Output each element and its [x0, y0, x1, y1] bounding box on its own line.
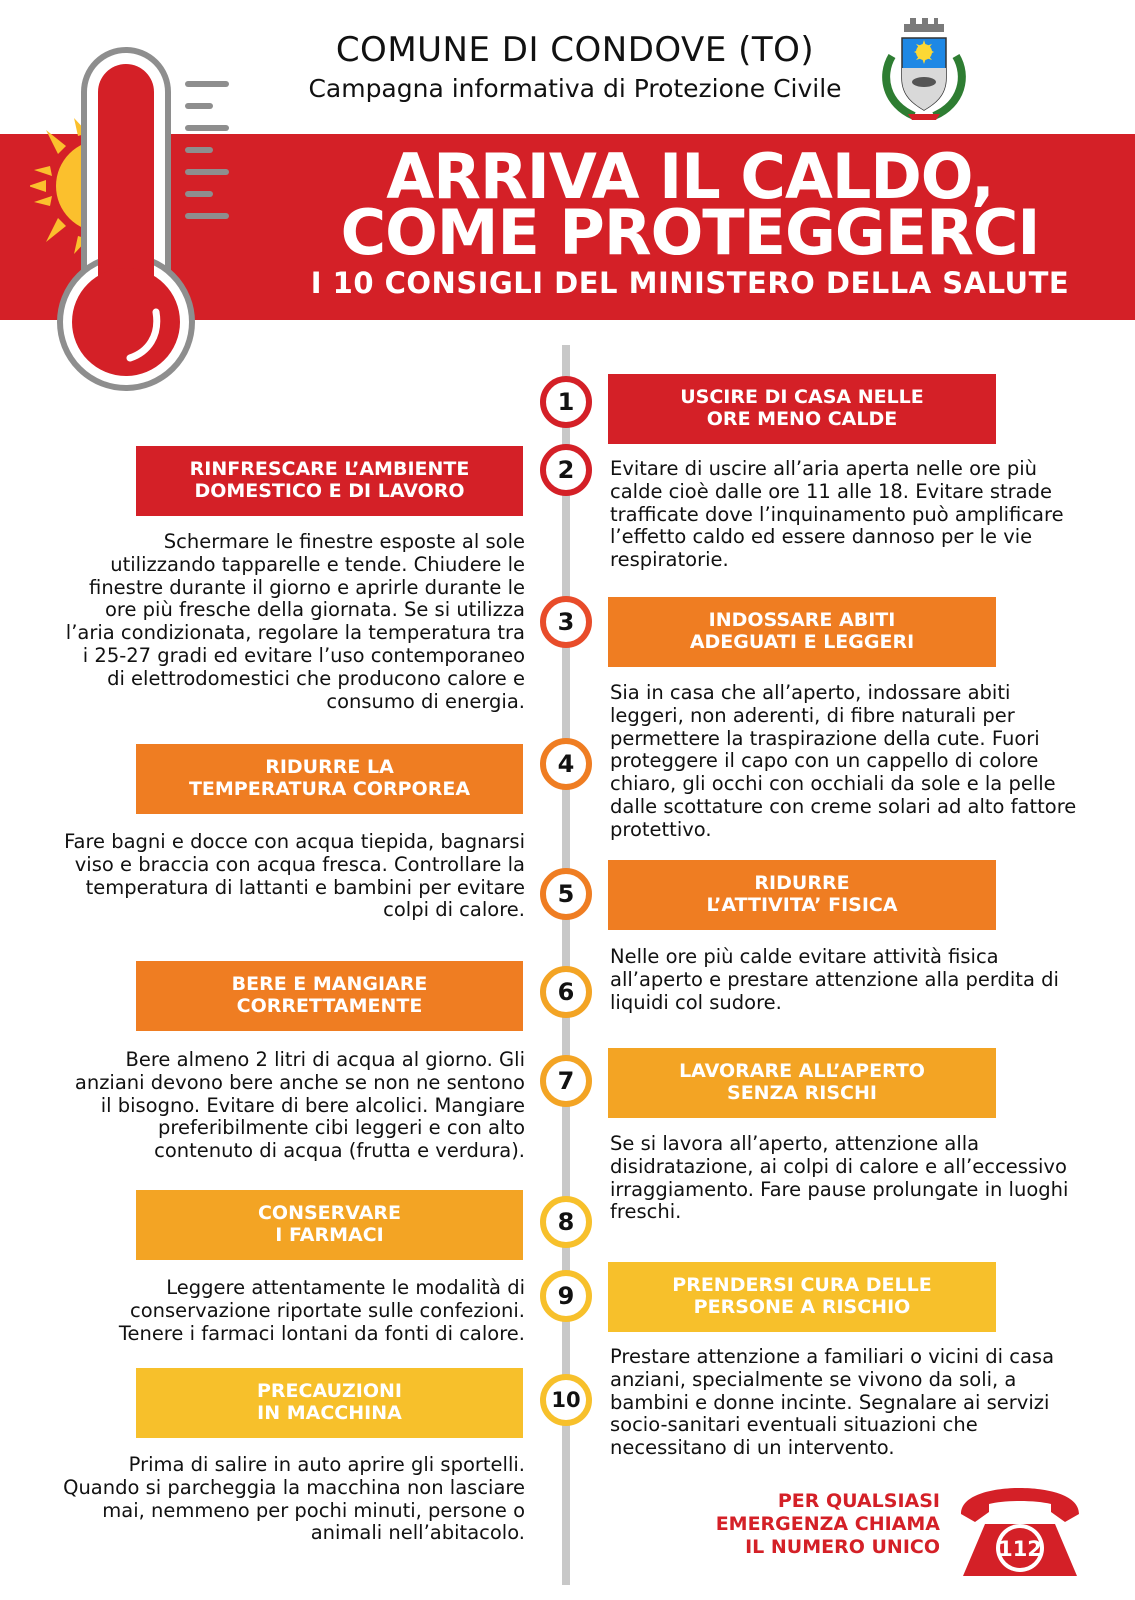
emergency-notice: [630, 1490, 940, 1558]
tip-10-title-line1: PRECAUZIONI: [257, 1380, 402, 1403]
tip-number-2: 2: [540, 444, 592, 496]
tip-5-title: [608, 860, 996, 930]
tip-8-title-line2: I FARMACI: [275, 1224, 384, 1246]
tip-10-text: Prima di salire in auto aprire gli sportelli. Quando si parcheggia la macchina non lasciare mai, nemmeno per pochi minuti, persone o animali nell’abitacolo.: [63, 1453, 525, 1545]
tip-5-title-line2: L’ATTIVITA’ FISICA: [706, 894, 898, 916]
tip-7-title-line1: LAVORARE ALL’APERTO: [679, 1060, 925, 1083]
tip-3-title-line1: INDOSSARE ABITI: [708, 609, 896, 632]
campaign-subtitle: Campagna informativa di Protezione Civile: [308, 74, 842, 103]
tip-4-title: [136, 744, 523, 814]
tip-7-title: [608, 1048, 996, 1118]
tip-3-title: [608, 597, 996, 667]
emergency-number: 112: [998, 1537, 1042, 1561]
tip-3-text: Sia in casa che all’aperto, indossare abiti leggeri, non aderenti, di fibre naturali per permettere la traspirazione della cute. Fuori proteggere il capo con un cappello di colore chiaro, gli occhi con occhiali da sole e la pelle dalle scottature con creme solari ad alto fattore protettivo.: [610, 681, 1077, 841]
tip-2-title: [136, 446, 523, 516]
tip-number-5: 5: [540, 868, 592, 920]
tip-7-text: Se si lavora all’aperto, attenzione alla disidratazione, ai colpi di calore e all’eccessivo irraggiamento. Fare pause prolungate in luoghi freschi.: [610, 1132, 1069, 1224]
tip-2-title-line2: DOMESTICO E DI LAVORO: [194, 480, 465, 502]
tip-number-10: 10: [540, 1374, 592, 1426]
tip-6-title-line2: CORRETTAMENTE: [236, 995, 423, 1017]
tip-3-title-line2: ADEGUATI E LEGGERI: [689, 631, 915, 653]
tip-4-title-line1: RIDURRE LA: [265, 756, 394, 779]
tip-4-text: Fare bagni e docce con acqua tiepida, bagnarsi viso e braccia con acqua fresca. Controllare la temperatura di lattanti e bambini per evitare colpi di calore.: [64, 830, 525, 922]
tip-2-text: Schermare le finestre esposte al sole utilizzando tapparelle e tende. Chiudere le finestre durante il giorno e aprirle durante le ore più fresche della giornata. Se si utilizza l’aria condizionata, regolare la temperatura tra i 25-27 gradi ed evitare l’uso contemporaneo di elettrodomestici che producono calore e consumo di energia.: [65, 530, 525, 713]
banner-title-line1: ARRIVA IL CALDO,: [386, 140, 994, 213]
tip-1-title: [608, 374, 996, 444]
tip-8-text: Leggere attentamente le modalità di conservazione riportate sulle confezioni. Tenere i farmaci lontani da fonti di calore.: [118, 1276, 525, 1345]
thermometer-sun-icon: [30, 46, 240, 392]
tip-2-title-line1: RINFRESCARE L’AMBIENTE: [189, 458, 470, 481]
tip-number-8: 8: [540, 1196, 592, 1248]
emergency-line2: EMERGENZA CHIAMA: [715, 1512, 940, 1535]
banner-title-line2: COME PROTEGGERCI: [340, 196, 1040, 269]
tip-5-text: Nelle ore più calde evitare attività fisica all’aperto e prestare attenzione alla perdita di liquidi col sudore.: [610, 945, 1059, 1014]
tip-number-4: 4: [540, 738, 592, 790]
tip-number-6: 6: [540, 966, 592, 1018]
tip-9-title: [608, 1262, 996, 1332]
tip-9-title-line2: PERSONE A RISCHIO: [693, 1296, 911, 1318]
tip-5-title-line1: RIDURRE: [754, 872, 850, 895]
tip-10-title: [136, 1368, 523, 1438]
tip-1-title-line2: ORE MENO CALDE: [706, 408, 898, 430]
emergency-line1: PER QUALSIASI: [777, 1490, 940, 1512]
tip-6-title-line1: BERE E MANGIARE: [231, 973, 428, 996]
tip-number-7: 7: [540, 1055, 592, 1107]
tip-6-text: Bere almeno 2 litri di acqua al giorno. Gli anziani devono bere anche se non ne sentono il bisogno. Evitare di bere alcolici. Mangiare preferibilmente cibi leggeri e con alto contenuto di acqua (frutta e verdura).: [74, 1048, 525, 1163]
tip-1-title-line1: USCIRE DI CASA NELLE: [680, 386, 924, 409]
tip-number-1: 1: [540, 376, 592, 428]
tip-8-title-line1: CONSERVARE: [257, 1202, 402, 1225]
tip-9-title-line1: PRENDERSI CURA DELLE: [672, 1274, 932, 1297]
tip-10-title-line2: IN MACCHINA: [257, 1402, 402, 1424]
town-name: COMUNE DI CONDOVE (TO): [335, 30, 815, 70]
tip-6-title: [136, 961, 523, 1031]
tip-9-text: Prestare attenzione a familiari o vicini di casa anziani, specialmente se vivono da soli, a bambini e donne incinte. Segnalare ai servizi socio-sanitari eventuali situazioni che necessitano di un intervento.: [610, 1345, 1055, 1460]
tip-number-3: 3: [540, 596, 592, 648]
telephone-icon[interactable]: [955, 1484, 1085, 1584]
tip-7-title-line2: SENZA RISCHI: [727, 1082, 877, 1104]
tip-8-title: [136, 1190, 523, 1260]
tip-4-title-line2: TEMPERATURA CORPOREA: [188, 778, 471, 800]
town-crest-icon: [878, 16, 970, 124]
banner-subtitle: I 10 CONSIGLI DEL MINISTERO DELLA SALUTE: [310, 266, 1070, 300]
emergency-line3: IL NUMERO UNICO: [745, 1535, 940, 1558]
tip-1-text: Evitare di uscire all’aria aperta nelle ore più calde cioè dalle ore 11 alle 18. Evitare strade trafficate dove l’inquinamento può amplificare l’effetto caldo ed essere dannoso per le vie respiratorie.: [610, 457, 1064, 572]
tip-number-9: 9: [540, 1270, 592, 1322]
